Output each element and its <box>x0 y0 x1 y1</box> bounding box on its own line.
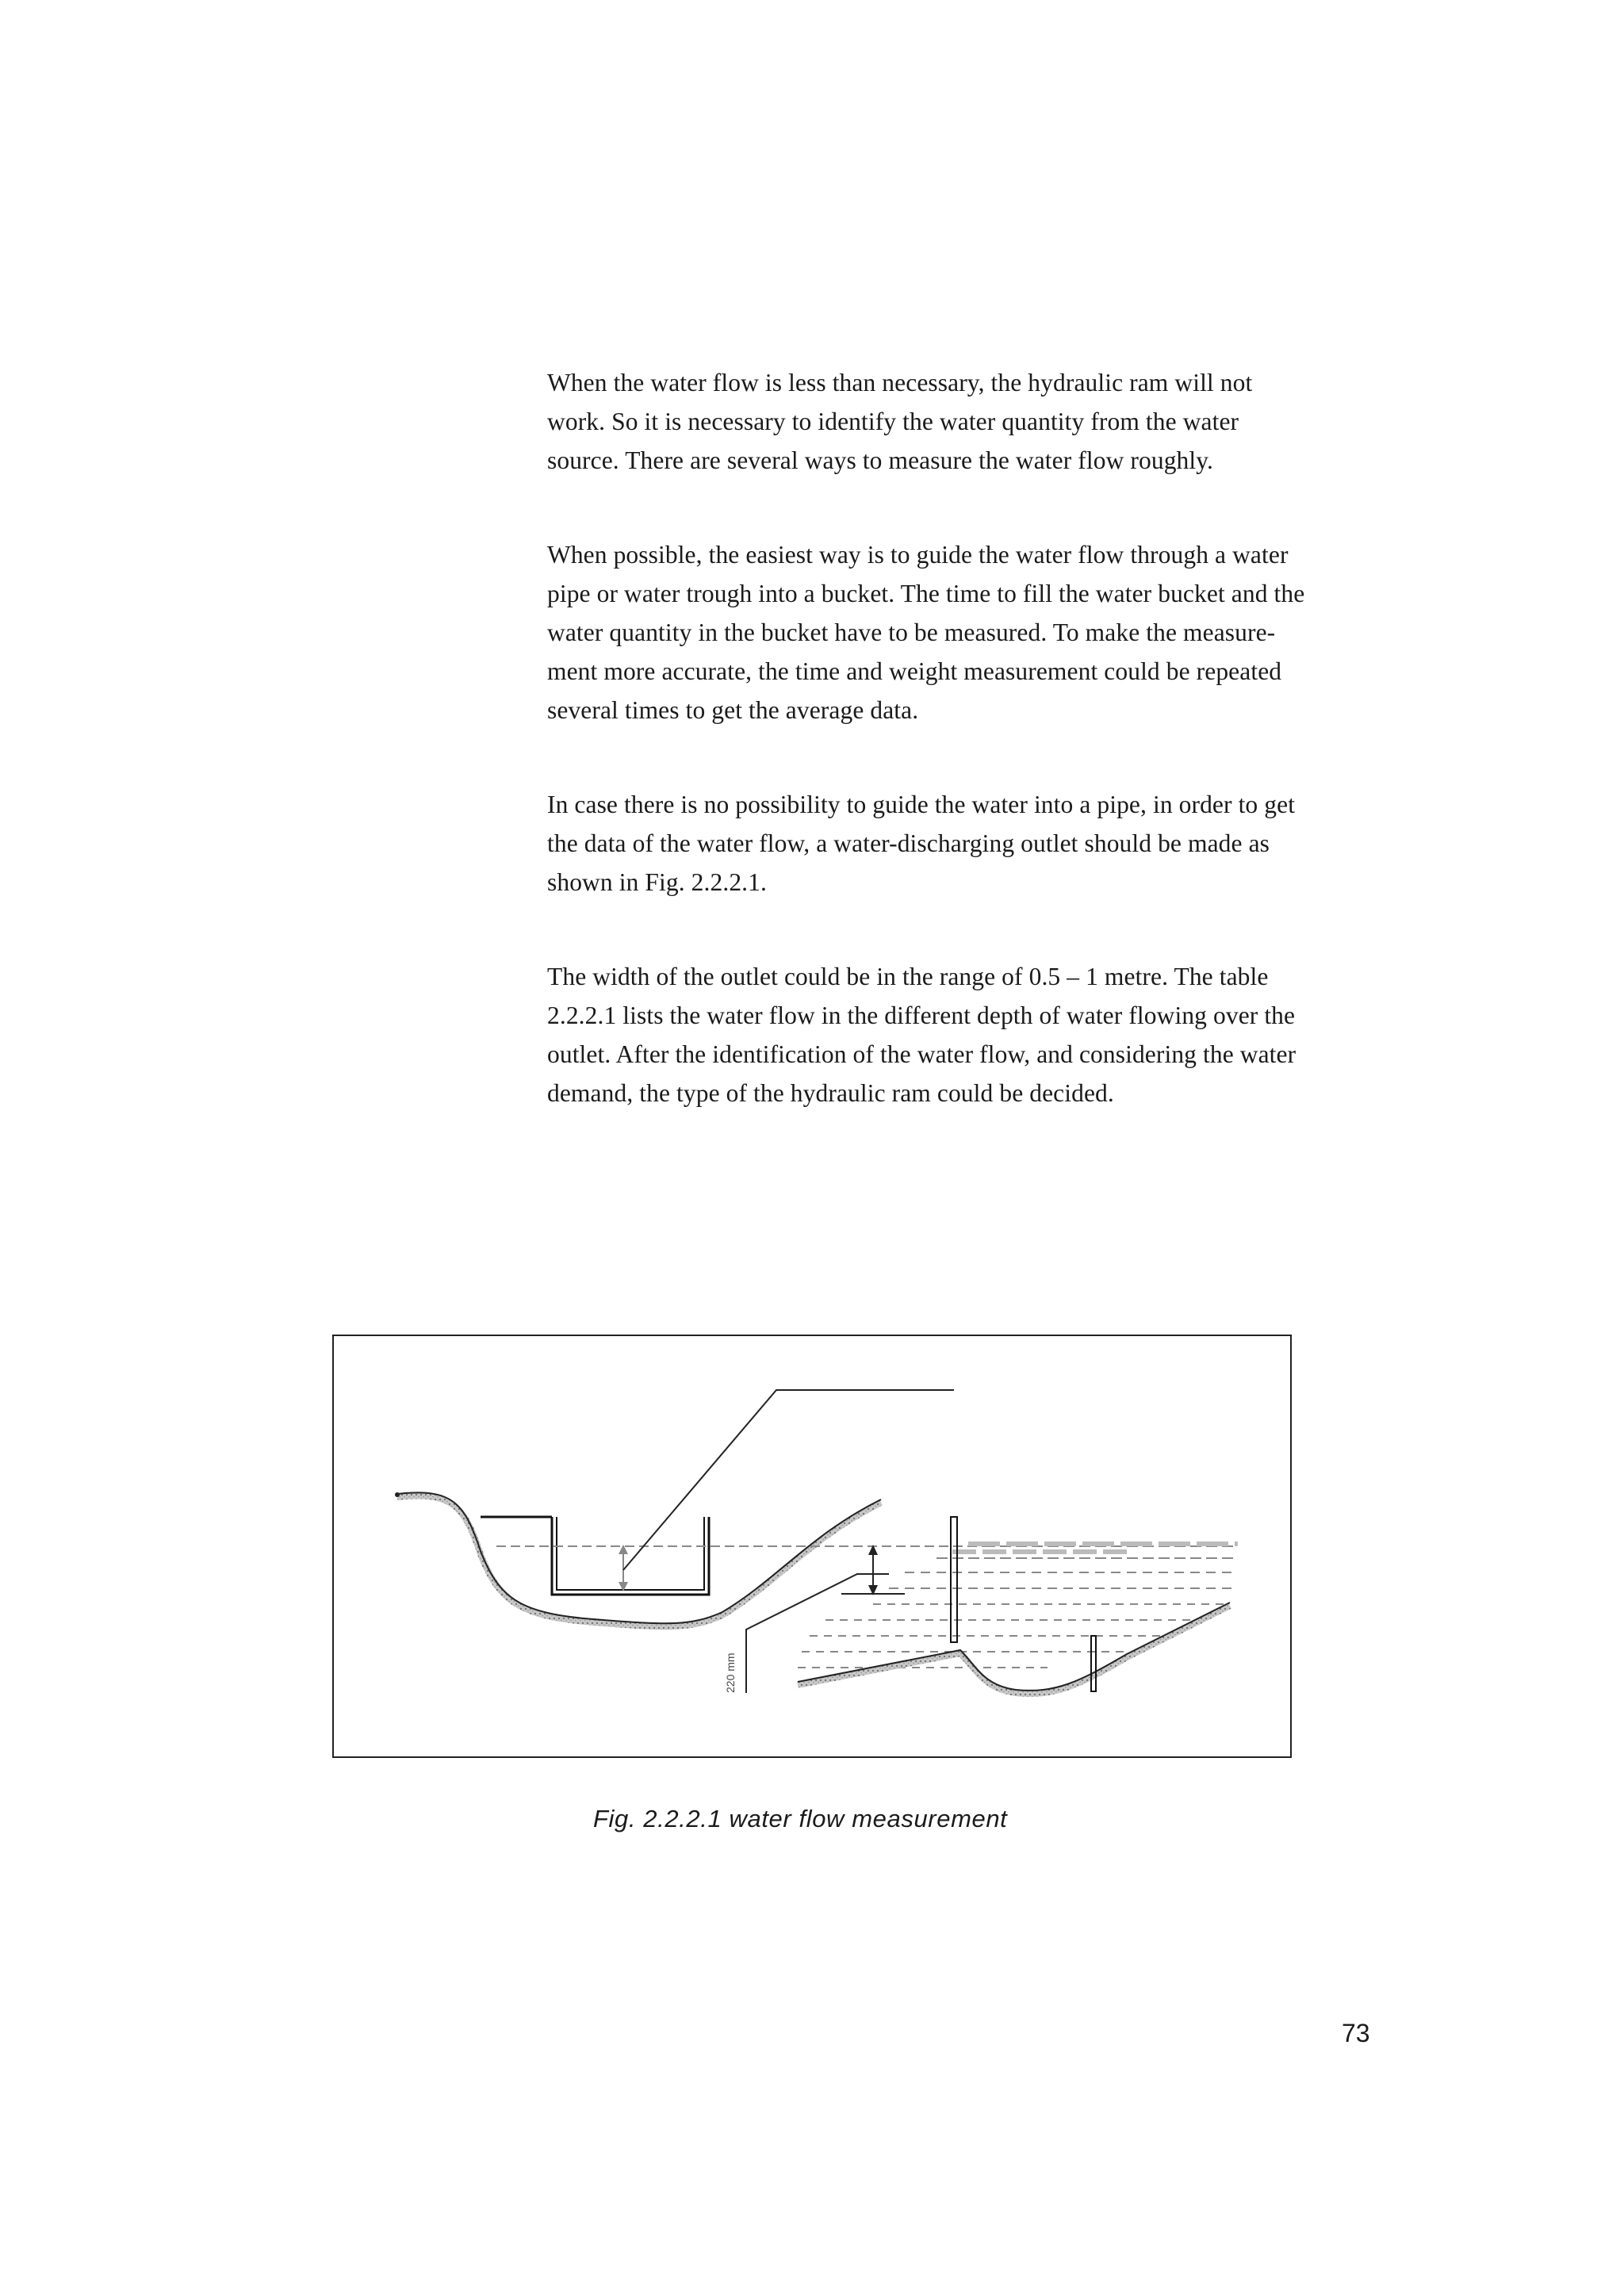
water-flow-diagram <box>334 1336 1290 1756</box>
right-stream-surface <box>952 1544 1238 1552</box>
paragraph-4: The width of the outlet could be in the range of 0.5 – 1 metre. The table 2.2.2.1 lists the water flow in the different depth of water flowing over the outlet. After the identification of the water flow, and considering the water demand, the type of the hydraulic ram could be decided. <box>547 963 1297 1107</box>
paragraph-3: In case there is no possibility to guide the water into a pipe, in order to get the data of the water flow, a water-discharging outlet should be made as shown in Fig. 2.2.2.1. <box>547 791 1296 896</box>
right-stream-water <box>798 1546 1238 1668</box>
right-channel-post <box>1091 1636 1096 1691</box>
page-number: 73 <box>1342 2019 1370 2047</box>
paragraph-2: When possible, the easiest way is to guide the water flow through a water pipe or water trough into a bucket. The time to fill the water bucket and the water quantity in the bucket have to be measured. To make the measure- ment more accurate, the time and weight measurement could be repeated several times to get the average data. <box>547 541 1305 724</box>
paragraph-1: When the water flow is less than necessary, the hydraulic ram will not work. So it is necessary to identify the water quantity from the water source. There are several ways to measure the water flow roughly. <box>547 369 1253 474</box>
leader-line-top <box>623 1390 954 1570</box>
body-text <box>547 363 1388 1168</box>
figure-caption: Fig. 2.2.2.1 water flow measurement <box>593 1805 1008 1833</box>
right-channel-bed <box>798 1603 1230 1694</box>
leader-line-bottom <box>746 1574 889 1693</box>
outlet-weir <box>481 1517 709 1595</box>
figure-water-flow-measurement <box>332 1335 1292 1758</box>
right-weir-post <box>951 1517 957 1642</box>
left-channel-bed <box>395 1492 881 1626</box>
dimension-label: 220 mm <box>724 1653 737 1693</box>
depth-arrow-outlet <box>619 1545 628 1591</box>
